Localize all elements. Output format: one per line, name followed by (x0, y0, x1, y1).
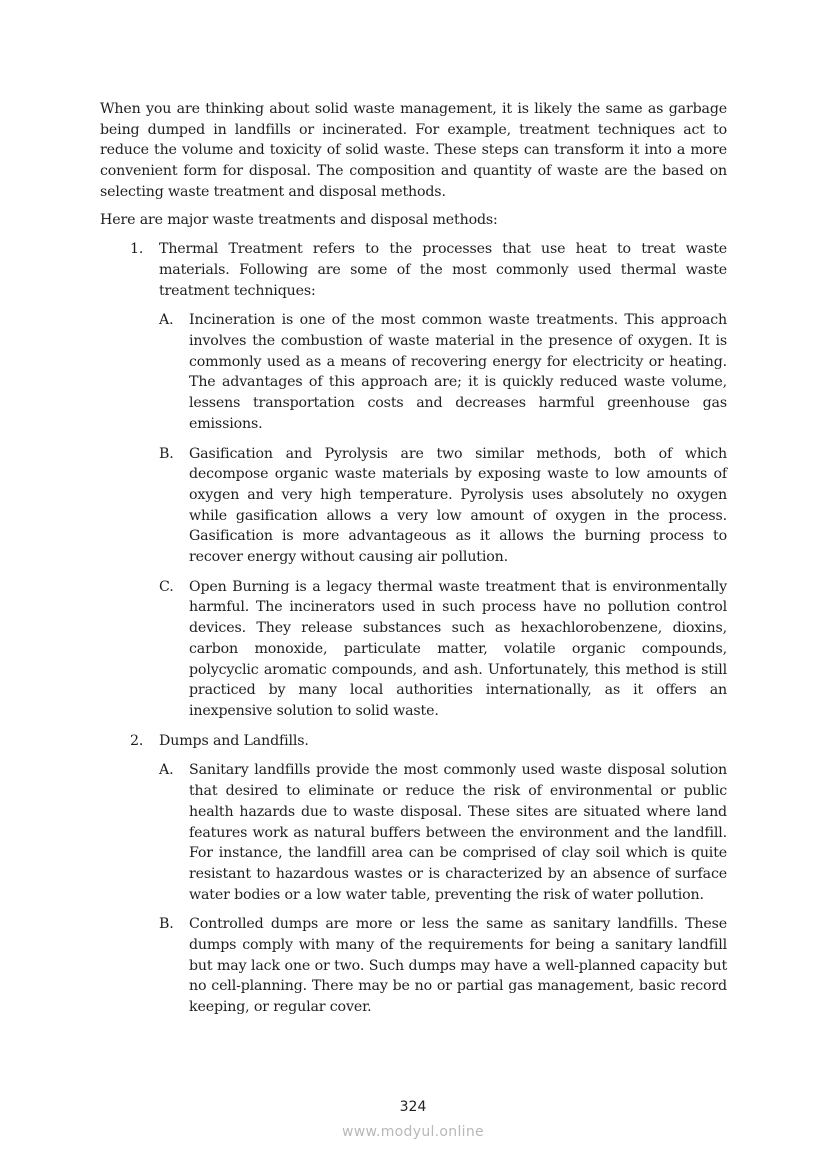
sublist-item-controlled-dumps (159, 914, 727, 1018)
item-text: Controlled dumps are more or less the same as sanitary landfills. These dumps comply with many of the requirements for being a sanitary landfill but may lack one or two. Such dumps may have a well-planned capacity but no cell-planning. There may be no or partial gas management, basic record keeping, or regular cover. (189, 916, 727, 1016)
item-letter: C. (159, 578, 174, 595)
watermark: www.modyul.online (342, 1124, 484, 1140)
list-item-thermal-treatment (100, 239, 727, 721)
item-text: Thermal Treatment refers to the processes that use heat to treat waste materials. Following are some of the most commonly used thermal waste treatment techniques: (159, 241, 727, 299)
item-letter: A. (159, 312, 174, 329)
item-letter: A. (159, 762, 174, 779)
item-number: 1. (130, 241, 144, 258)
sublist-dumps (159, 760, 727, 1017)
sublist-item-open-burning (159, 577, 727, 722)
sublist-item-sanitary-landfills (159, 760, 727, 905)
item-text: Incineration is one of the most common waste treatments. This approach involves the combustion of waste material in the presence of oxygen. It is commonly used as a means of recovering energy for electricity or heating. The advantages of this approach are; it is quickly reduced waste volume, lessens transportation costs and decreases harmful greenhouse gas emissions. (189, 312, 727, 432)
item-text: Gasification and Pyrolysis are two similar methods, both of which decompose organic waste materials by exposing waste to low amounts of oxygen and very high temperature. Pyrolysis uses absolutely no oxygen while gasification allows a very low amount of oxygen in the process. Gasification is more advantageous as it allows the burning process to recover energy without causing air pollution. (189, 445, 727, 566)
item-letter: B. (159, 445, 174, 462)
page-content (100, 99, 727, 1027)
item-text: Sanitary landfills provide the most commonly used waste disposal solution that desired to eliminate or reduce the risk of environmental or public health hazards due to waste disposal. These sites are situated where land features work as natural buffers between the environment and the landfill. For instance, the landfill area can be comprised of clay soil which is quite resistant to hazardous wastes or is characterized by an absence of surface water bodies or a low water table, preventing the risk of water pollution. (189, 762, 727, 903)
item-text: Dumps and Landfills. (159, 732, 309, 749)
sublist-thermal (159, 310, 727, 721)
list-item-dumps-landfills (100, 731, 727, 1018)
item-number: 2. (130, 732, 144, 749)
sublist-item-gasification (159, 444, 727, 568)
intro-paragraph: When you are thinking about solid waste management, it is likely the same as garbage being dumped in landfills or incinerated. For example, treatment techniques act to reduce the volume and toxicity of solid waste. These steps can transform it into a more convenient form for disposal. The composition and quantity of waste are the based on selecting waste treatment and disposal methods. (100, 101, 727, 200)
page-number: 324 (399, 1099, 427, 1115)
methods-list (100, 239, 727, 1018)
item-text: Open Burning is a legacy thermal waste treatment that is environmentally harmful. The incinerators used in such process have no pollution control devices. They release substances such as hexachlorobenzene, dioxins, carbon monoxide, particulate matter, volatile organic compounds, polycyclic aromatic compounds, and ash. Unfortunately, this method is still practiced by many local authorities internationally, as it offers an inexpensive solution to solid waste. (189, 578, 727, 719)
item-letter: B. (159, 916, 174, 933)
lead-paragraph: Here are major waste treatments and disposal methods: (100, 211, 498, 228)
sublist-item-incineration (159, 310, 727, 434)
